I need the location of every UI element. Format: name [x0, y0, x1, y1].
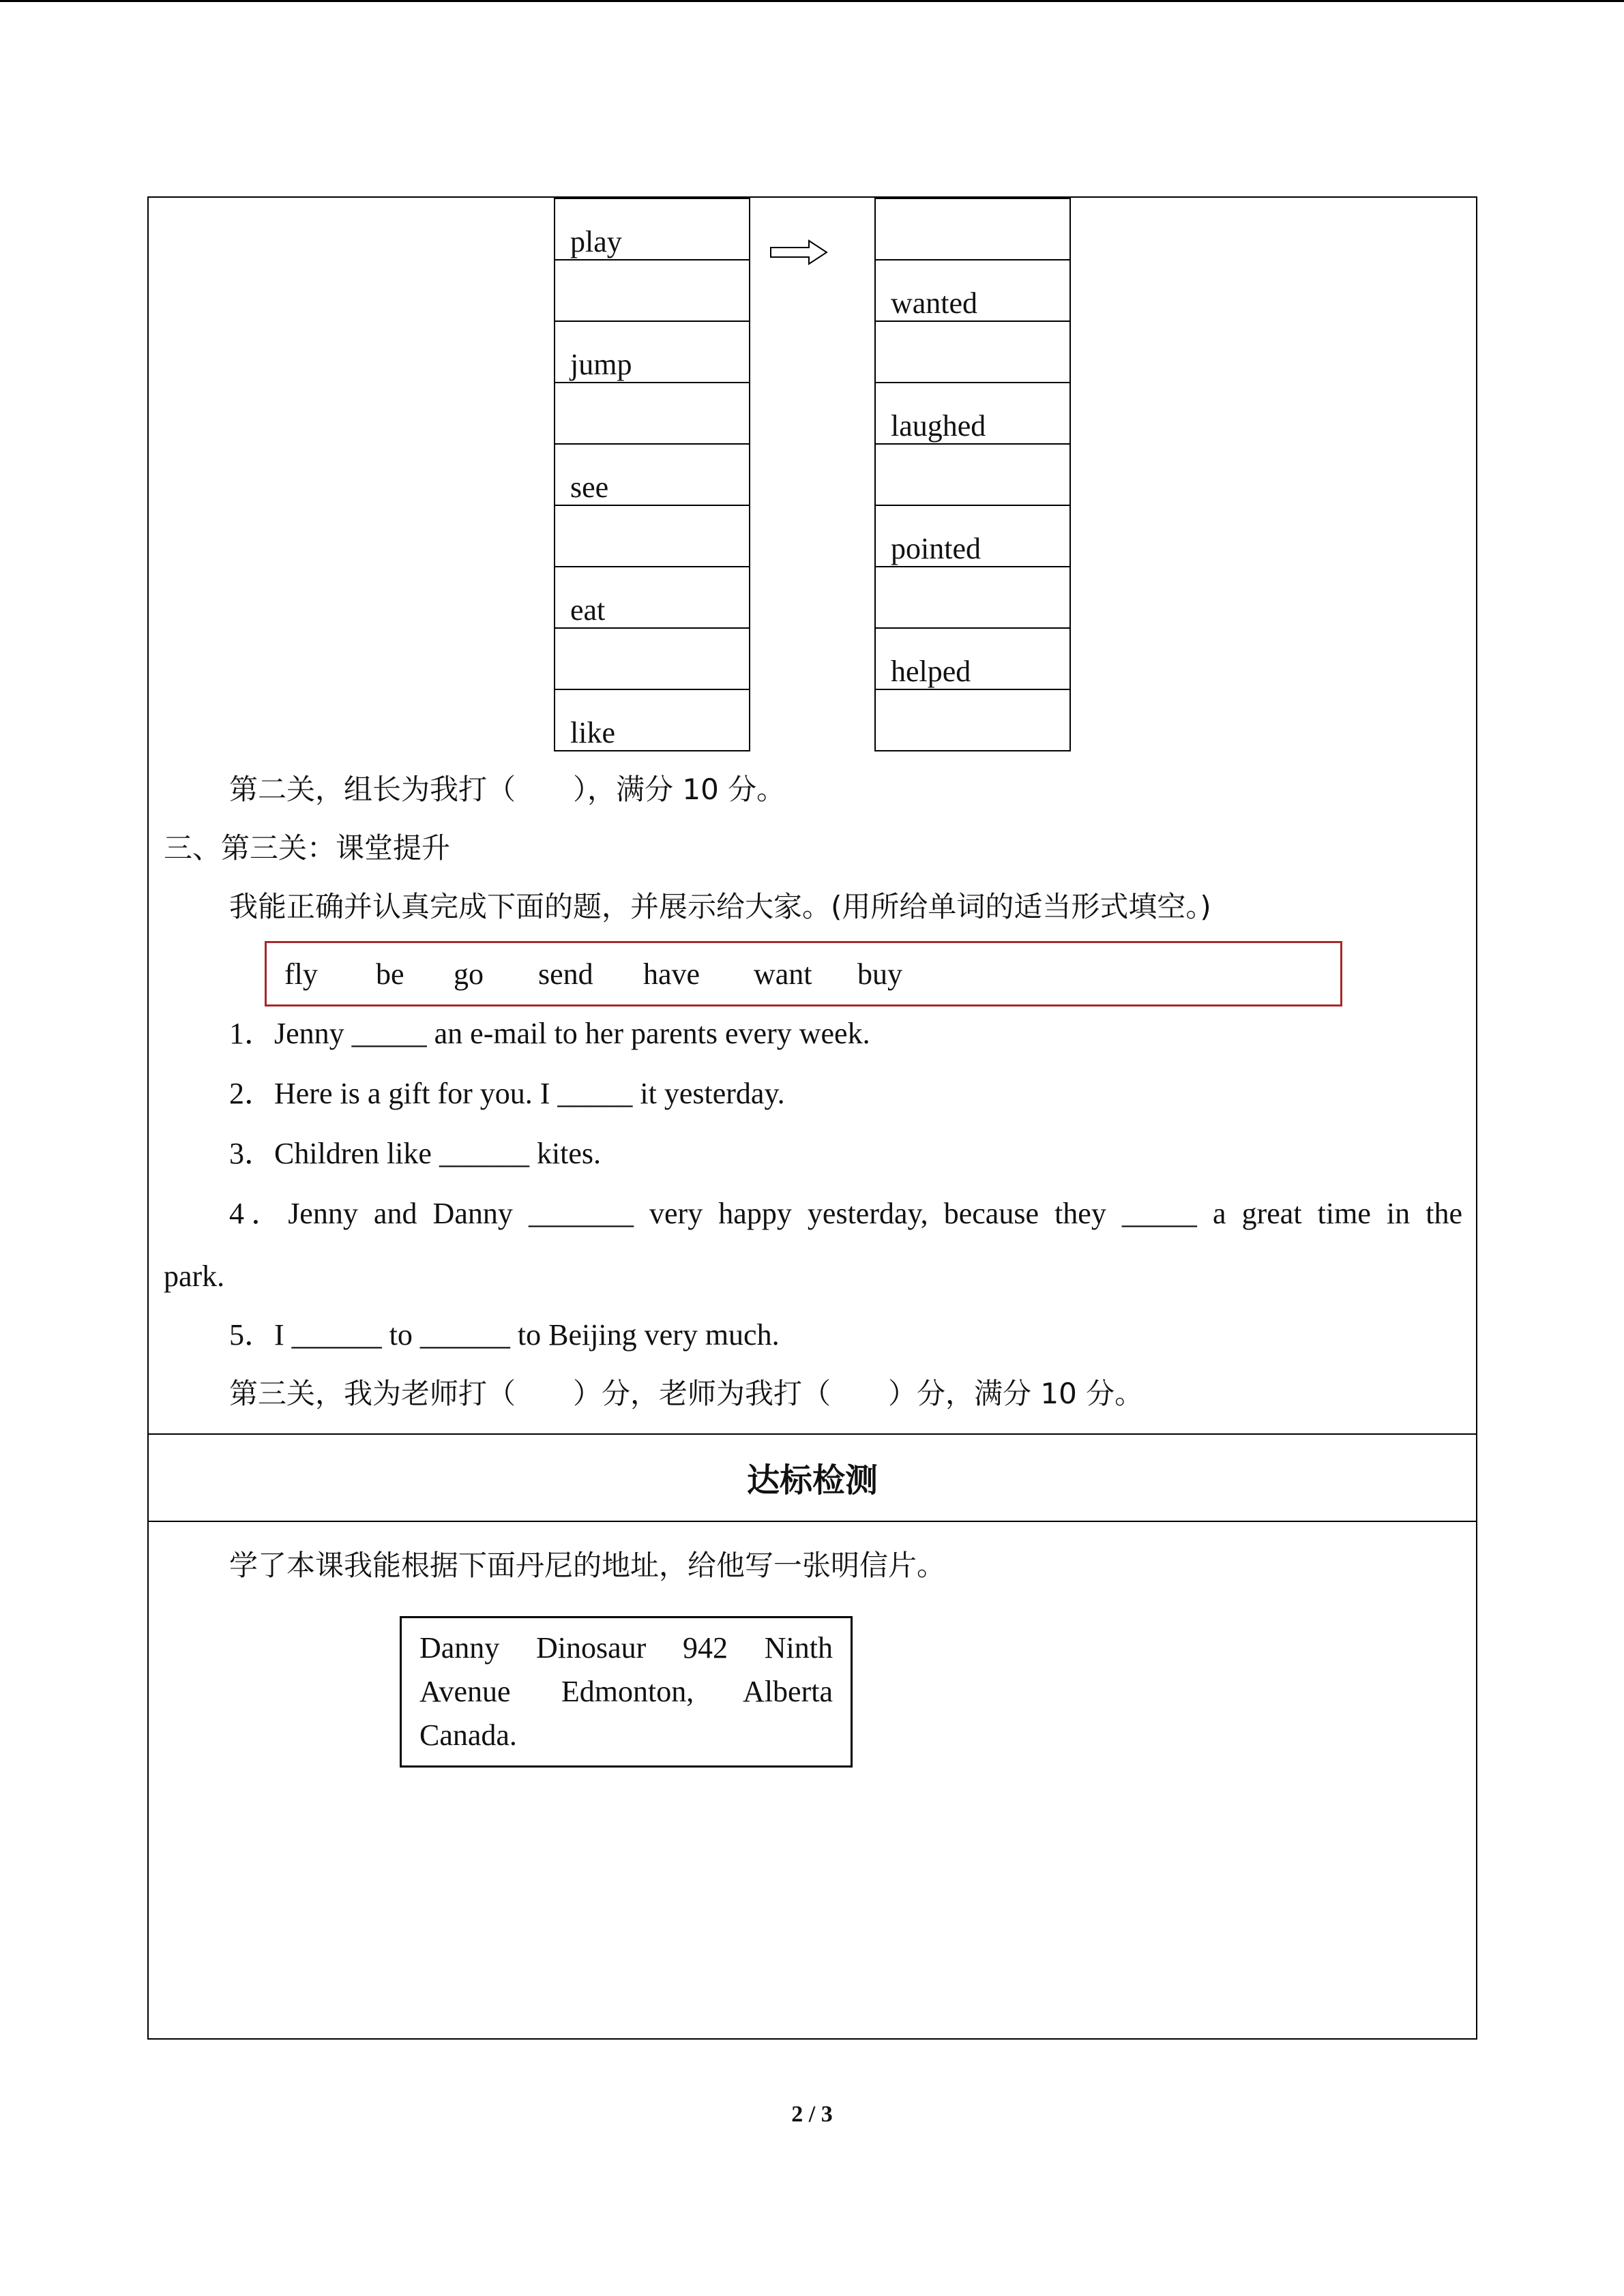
word-bank-item: send	[538, 957, 593, 991]
table-cell	[874, 567, 1071, 629]
table-cell: like	[554, 690, 750, 751]
question-5: 5．I ______ to ______ to Beijing very much.	[229, 1318, 780, 1352]
level3-heading: 三、第三关：课堂提升	[164, 831, 451, 865]
table-cell	[874, 322, 1071, 383]
table-cell: play	[554, 198, 750, 260]
table-cell: laughed	[874, 383, 1071, 445]
word-bank-item: have	[643, 957, 700, 991]
worksheet-frame	[147, 196, 1477, 2040]
table-cell: pointed	[874, 506, 1071, 567]
table-cell	[874, 690, 1071, 751]
table-cell	[554, 506, 750, 567]
top-rule	[0, 0, 1624, 2]
word-bank-item: want	[754, 957, 812, 991]
word-bank-item: be	[376, 957, 404, 991]
word-bank-item: buy	[857, 957, 902, 991]
right-arrow-icon	[769, 239, 828, 266]
address-line: Canada.	[419, 1718, 517, 1752]
table-cell: eat	[554, 567, 750, 629]
table-cell	[874, 445, 1071, 506]
question-4-continuation: park.	[164, 1259, 225, 1293]
word-bank-item: go	[454, 957, 484, 991]
table-cell	[554, 629, 750, 690]
address-line: Danny Dinosaur 942 Ninth	[419, 1631, 833, 1665]
level3-instruction: 我能正确并认真完成下面的题，并展示给大家。(用所给单词的适当形式填空。)	[229, 890, 1211, 923]
assessment-instruction: 学了本课我能根据下面丹尼的地址，给他写一张明信片。	[229, 1549, 946, 1582]
address-line: Avenue Edmonton, Alberta	[419, 1675, 833, 1708]
section-title: 达标检测	[746, 1461, 878, 1500]
level2-score: 第二关，组长为我打（ ），满分 10 分。	[229, 773, 786, 806]
word-bank-item: fly	[284, 957, 318, 991]
level3-score: 第三关，我为老师打（ ）分，老师为我打（ ）分，满分 10 分。	[229, 1377, 1144, 1410]
word-bank	[265, 941, 1342, 1007]
table-cell	[554, 260, 750, 322]
table-cell	[554, 383, 750, 445]
table-cell: see	[554, 445, 750, 506]
table-cell: jump	[554, 322, 750, 383]
section-divider	[149, 1521, 1476, 1522]
question-1: 1．Jenny _____ an e-mail to her parents every week.	[229, 1017, 870, 1050]
question-3: 3．Children like ______ kites.	[229, 1137, 602, 1170]
section-divider	[149, 1433, 1476, 1435]
address-box	[400, 1616, 853, 1768]
table-cell: helped	[874, 629, 1071, 690]
question-2: 2．Here is a gift for you. I _____ it yesterday.	[229, 1077, 785, 1110]
base-form-column	[554, 198, 750, 751]
table-cell	[874, 198, 1071, 260]
past-form-column	[874, 198, 1071, 751]
page-number: 2 / 3	[791, 2102, 833, 2127]
question-4: 4．Jenny and Danny _______ very happy yesterday, because they _____ a great time in the	[229, 1197, 1462, 1230]
table-cell: wanted	[874, 260, 1071, 322]
